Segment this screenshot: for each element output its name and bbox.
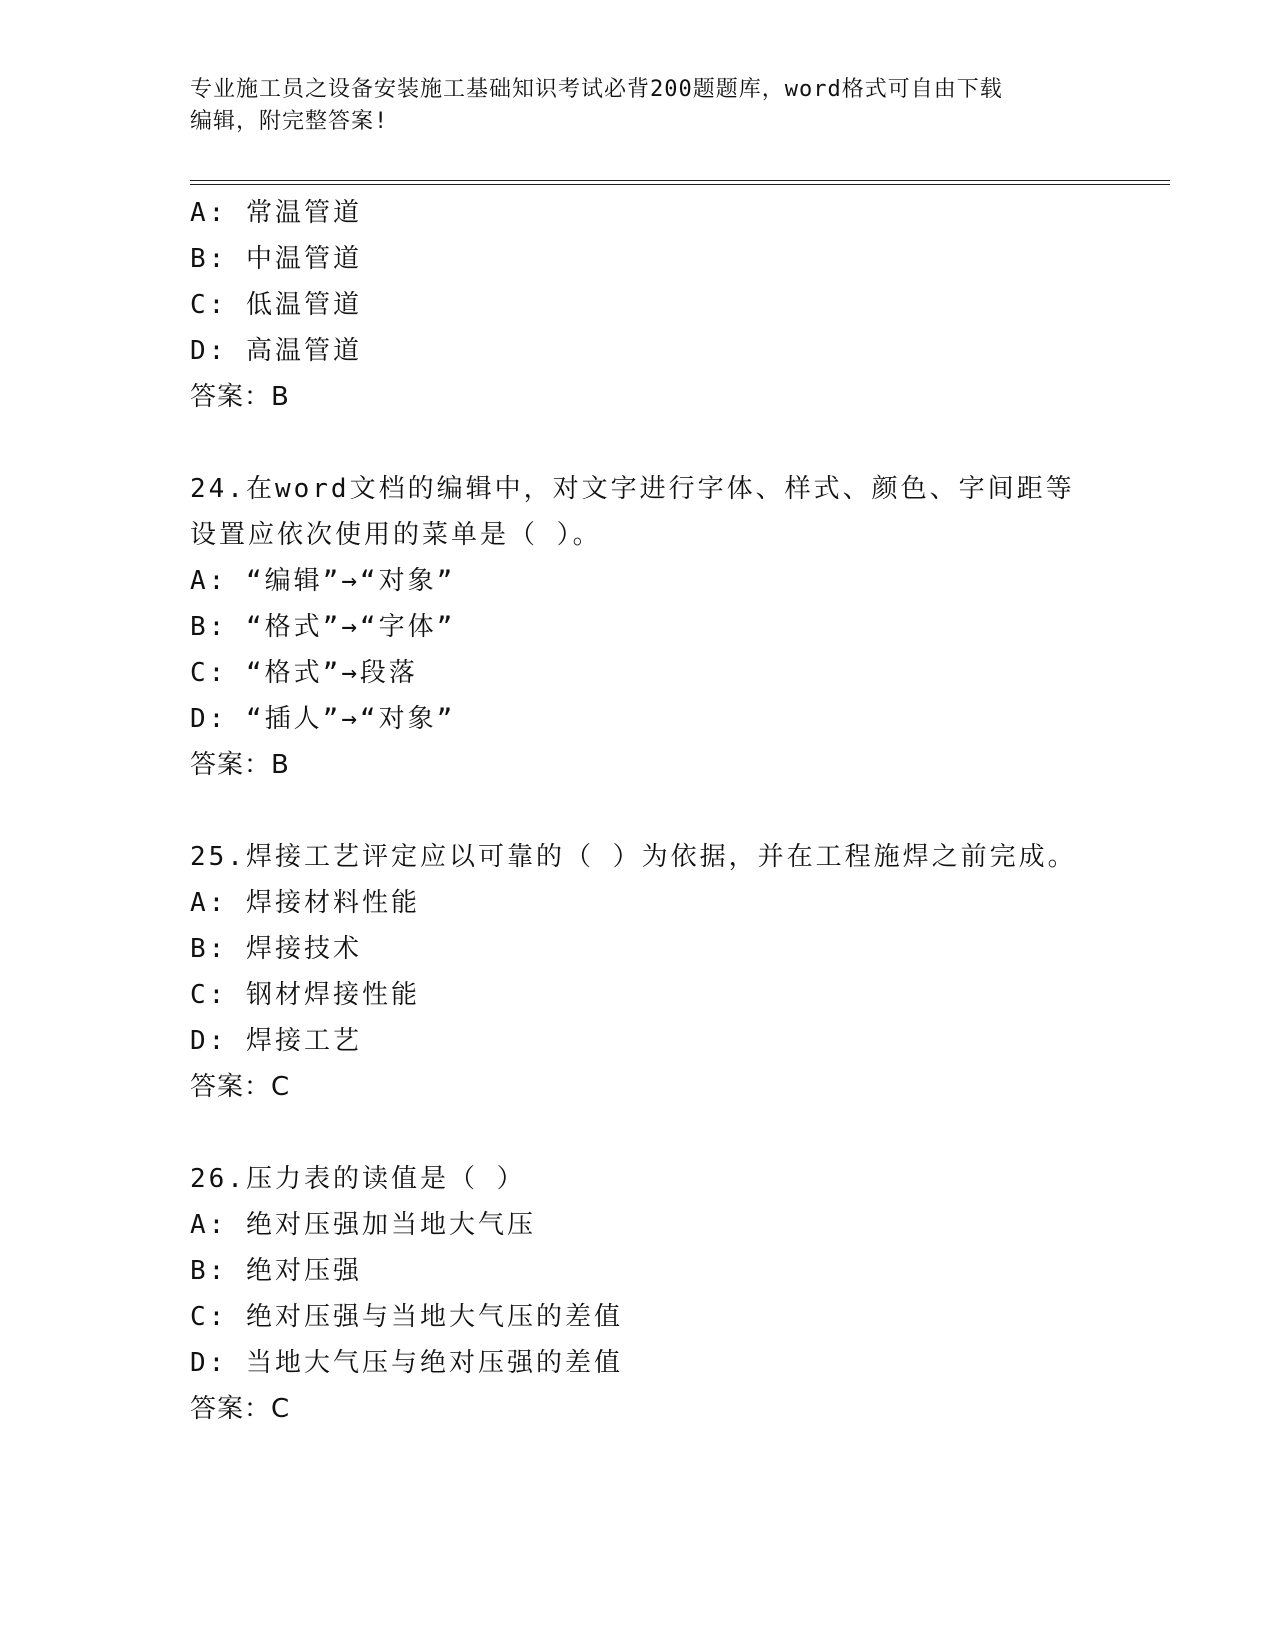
answer: 答案：C (190, 1394, 291, 1424)
option-b: B: 焊接技术 (190, 934, 362, 964)
option-b: B: “格式”→“字体” (190, 612, 456, 642)
option-a: A: 常温管道 (190, 198, 362, 228)
question-stem: 24.在word文档的编辑中，对文字进行字体、样式、颜色、字间距等 (190, 474, 1075, 504)
option-b: B: 中温管道 (190, 244, 362, 274)
option-c: C: 低温管道 (190, 290, 362, 320)
option-d: D: 高温管道 (190, 336, 362, 366)
header-line-2: 编辑，附完整答案! (190, 109, 389, 134)
header-line-1: 专业施工员之设备安装施工基础知识考试必背200题题库，word格式可自由下载 (190, 77, 1003, 102)
question-stem-continued: 设置应依次使用的菜单是（ ）。 (190, 520, 602, 550)
question-25 (190, 834, 1170, 1110)
option-c: C: “格式”→段落 (190, 658, 418, 688)
option-c: C: 钢材焊接性能 (190, 980, 420, 1010)
question-26 (190, 1156, 1170, 1432)
answer: 答案：B (190, 750, 290, 780)
question-24 (190, 466, 1170, 788)
option-b: B: 绝对压强 (190, 1256, 362, 1286)
question-list (190, 190, 1170, 1432)
header-rule-top (190, 180, 1170, 181)
spacer (190, 1110, 1170, 1156)
spacer (190, 420, 1170, 466)
option-c: C: 绝对压强与当地大气压的差值 (190, 1302, 623, 1332)
question-stem: 25.焊接工艺评定应以可靠的（ ）为依据，并在工程施焊之前完成。 (190, 842, 1077, 872)
question-23 (190, 190, 1170, 420)
option-a: A: “编辑”→“对象” (190, 566, 456, 596)
spacer (190, 788, 1170, 834)
header-rule-bottom (190, 184, 1170, 185)
document-header (190, 74, 1090, 138)
option-d: D: 当地大气压与绝对压强的差值 (190, 1348, 623, 1378)
option-a: A: 绝对压强加当地大气压 (190, 1210, 536, 1240)
option-d: D: “插人”→“对象” (190, 704, 456, 734)
option-a: A: 焊接材料性能 (190, 888, 420, 918)
answer: 答案：B (190, 382, 290, 412)
answer: 答案：C (190, 1072, 291, 1102)
option-d: D: 焊接工艺 (190, 1026, 362, 1056)
question-stem: 26.压力表的读值是（ ） (190, 1164, 526, 1194)
